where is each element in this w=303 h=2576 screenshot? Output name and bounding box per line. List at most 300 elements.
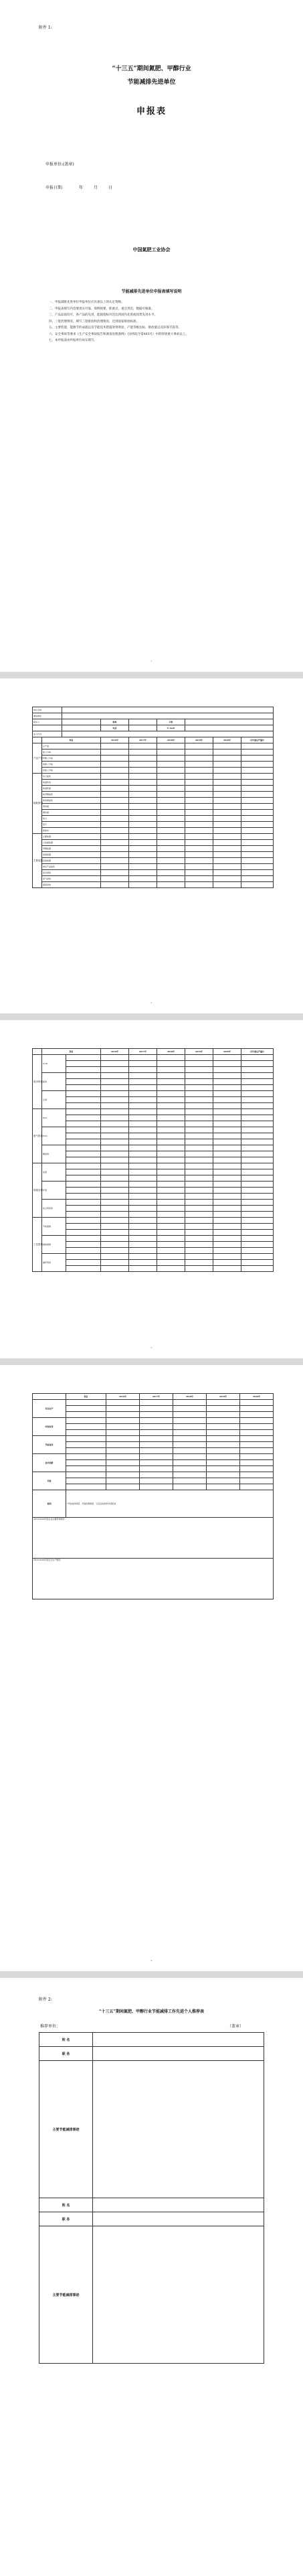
instruction-item: 一、申报减排先进单位申报单位应具备以上的认定资格。 bbox=[49, 301, 124, 304]
row-label: 甲醇 (万吨) bbox=[42, 756, 101, 762]
table-row bbox=[33, 798, 274, 804]
table-cell bbox=[101, 780, 129, 786]
table-cell bbox=[241, 1248, 274, 1254]
table-row bbox=[33, 834, 274, 840]
table-cell bbox=[213, 1206, 241, 1212]
table-row bbox=[33, 1430, 274, 1436]
row-label: 废水排放 bbox=[42, 870, 101, 876]
table-cell bbox=[241, 1061, 274, 1067]
table-cell bbox=[129, 1200, 157, 1206]
table-cell bbox=[213, 1091, 241, 1097]
page-number: 4 bbox=[150, 1959, 153, 1962]
table-cell bbox=[101, 786, 129, 792]
table-cell bbox=[66, 1073, 101, 1079]
table-cell bbox=[101, 810, 129, 816]
table-row bbox=[33, 1448, 274, 1454]
table-cell bbox=[241, 1127, 274, 1133]
table-cell bbox=[213, 768, 241, 774]
table-cell bbox=[101, 1127, 129, 1133]
cell-label: 法人代表 bbox=[33, 731, 62, 737]
table-cell bbox=[129, 1157, 157, 1163]
table-cell bbox=[185, 1254, 213, 1260]
table-cell bbox=[101, 749, 129, 756]
table-cell bbox=[213, 1260, 241, 1266]
table-cell bbox=[101, 1103, 129, 1109]
table-cell bbox=[66, 1484, 106, 1490]
table-cell bbox=[213, 882, 241, 888]
table-cell bbox=[157, 1260, 185, 1266]
table-row bbox=[33, 1460, 274, 1466]
column-header: 2017年 bbox=[140, 1394, 173, 1400]
table-row bbox=[33, 864, 274, 870]
table-cell bbox=[213, 1266, 241, 1272]
table-row bbox=[33, 1121, 274, 1127]
table-cell bbox=[106, 1424, 140, 1430]
table-cell bbox=[213, 1188, 241, 1194]
table-cell bbox=[185, 846, 213, 852]
table-row bbox=[33, 1055, 274, 1061]
table-cell bbox=[157, 846, 185, 852]
table-cell bbox=[241, 1133, 274, 1139]
column-header: 2016年 bbox=[106, 1394, 140, 1400]
table-cell bbox=[241, 828, 274, 834]
table-cell bbox=[157, 1127, 185, 1133]
table-row bbox=[33, 1127, 274, 1133]
table-cell bbox=[66, 1472, 106, 1478]
table-cell bbox=[157, 774, 185, 780]
table-cell bbox=[241, 1182, 274, 1188]
table-cell bbox=[129, 858, 157, 864]
table-cell bbox=[213, 1067, 241, 1073]
table-cell bbox=[185, 858, 213, 864]
table-cell bbox=[66, 1466, 106, 1472]
table-cell bbox=[213, 810, 241, 816]
instruction-item: 七、本申报表由申报单位如实填写。 bbox=[49, 339, 97, 342]
row-label: 炉渣 bbox=[42, 1182, 66, 1200]
table-cell bbox=[241, 1055, 274, 1061]
table-cell bbox=[106, 1406, 140, 1412]
table-cell bbox=[185, 810, 213, 816]
table-cell bbox=[129, 1236, 157, 1242]
cert-honors: 2016-2020年度企业主要荣誉情况： bbox=[33, 1518, 274, 1559]
table-cell bbox=[173, 1412, 207, 1418]
column-header: 项目 bbox=[42, 737, 101, 743]
column-header: 2016年 bbox=[101, 1049, 129, 1055]
table-row bbox=[33, 1145, 274, 1151]
table-cell bbox=[241, 792, 274, 798]
table-cell bbox=[129, 870, 157, 876]
table-cell bbox=[185, 774, 213, 780]
page-separator bbox=[0, 1971, 303, 1978]
table-cell bbox=[106, 1436, 140, 1442]
table-cell bbox=[157, 1194, 185, 1200]
cell-label: 单位名称 bbox=[33, 707, 62, 713]
table-cell bbox=[213, 1236, 241, 1242]
table-row bbox=[33, 1400, 274, 1406]
table-cell bbox=[101, 1224, 129, 1230]
table-cell bbox=[101, 1260, 129, 1266]
column-header: 2019年 bbox=[185, 737, 213, 743]
table-cell bbox=[101, 1242, 129, 1248]
table-cell bbox=[185, 1182, 213, 1188]
cell-label: 职 务 bbox=[39, 2047, 93, 2061]
table-cell bbox=[129, 756, 157, 762]
table-cell bbox=[157, 1085, 185, 1091]
table-row bbox=[33, 804, 274, 810]
table-row bbox=[33, 1175, 274, 1182]
table-row bbox=[33, 1218, 274, 1224]
table-cell bbox=[66, 1242, 101, 1248]
table-cell bbox=[240, 1400, 274, 1406]
table-cell bbox=[129, 1127, 157, 1133]
table-cell bbox=[129, 1121, 157, 1127]
table-row bbox=[33, 1061, 274, 1067]
table-cell bbox=[66, 1436, 106, 1442]
row-label: 固废排放 bbox=[42, 882, 101, 888]
table-cell bbox=[101, 1109, 129, 1115]
table-cell bbox=[185, 1218, 213, 1224]
table-cell bbox=[101, 1236, 129, 1242]
table-cell bbox=[213, 858, 241, 864]
row-label: 节能技改 bbox=[33, 1436, 66, 1454]
table-cell bbox=[213, 1224, 241, 1230]
table-cell bbox=[213, 749, 241, 756]
table-cell bbox=[129, 1212, 157, 1218]
table-cell bbox=[66, 1266, 101, 1272]
table-cell bbox=[157, 1151, 185, 1157]
table-cell bbox=[173, 1472, 207, 1478]
table-cell bbox=[173, 1460, 207, 1466]
table-cell bbox=[185, 1115, 213, 1121]
table-cell bbox=[140, 1412, 173, 1418]
table-cell bbox=[173, 1454, 207, 1460]
table-row bbox=[33, 792, 274, 798]
table-row bbox=[33, 1169, 274, 1175]
annex2-label: 附件 2: bbox=[39, 1997, 52, 2002]
table-cell bbox=[66, 1151, 101, 1157]
table-cell bbox=[101, 1079, 129, 1085]
table-row bbox=[33, 1442, 274, 1448]
table-cell bbox=[66, 1157, 101, 1163]
table-cell bbox=[101, 756, 129, 762]
table-row bbox=[33, 1260, 274, 1266]
table-cell bbox=[157, 1200, 185, 1206]
table-cell bbox=[157, 1067, 185, 1073]
table-cell bbox=[129, 876, 157, 882]
table-cell bbox=[241, 1157, 274, 1163]
table-cell bbox=[213, 780, 241, 786]
cell-label: 电话 bbox=[101, 725, 129, 731]
table-cell bbox=[66, 1454, 106, 1460]
table-cell bbox=[66, 1448, 106, 1454]
instruction-item: 三、产品品质均可，各产品的先进、能耗指标对比达到国内先进或同类先进水平。 bbox=[49, 313, 157, 317]
table-cell bbox=[129, 1115, 157, 1121]
table-cell bbox=[185, 1260, 213, 1266]
table-cell bbox=[241, 1091, 274, 1097]
table-cell bbox=[157, 768, 185, 774]
table-cell bbox=[101, 1266, 129, 1272]
row-label: 新鲜水 bbox=[42, 828, 101, 834]
table-cell bbox=[101, 1097, 129, 1103]
cover-title-line1: “十三五”期间氮肥、甲醇行业 bbox=[112, 66, 191, 72]
table-cell bbox=[213, 1139, 241, 1145]
table-row bbox=[33, 840, 274, 846]
table-cell bbox=[241, 786, 274, 792]
table-row bbox=[33, 816, 274, 822]
table-cell bbox=[240, 1406, 274, 1412]
page-number: 1 bbox=[150, 660, 153, 662]
table-cell bbox=[185, 1230, 213, 1236]
table-row bbox=[33, 1085, 274, 1091]
table-cell bbox=[157, 743, 185, 749]
table-cell bbox=[213, 1145, 241, 1151]
table-cell bbox=[66, 1121, 101, 1127]
table-row bbox=[33, 1182, 274, 1188]
table-cell bbox=[66, 1067, 101, 1073]
table-cell bbox=[101, 1133, 129, 1139]
table-cell bbox=[157, 1169, 185, 1175]
table-cell bbox=[101, 798, 129, 804]
table-cell bbox=[140, 1448, 173, 1454]
table-cell bbox=[241, 1169, 274, 1175]
table-cell bbox=[207, 1436, 240, 1442]
table-cell bbox=[129, 786, 157, 792]
date-field bbox=[45, 184, 112, 190]
table-cell bbox=[66, 1254, 101, 1260]
table-row bbox=[33, 1194, 274, 1200]
cell-label: 手机 bbox=[157, 719, 185, 725]
table-cell bbox=[129, 1091, 157, 1097]
row-label: 总氮 bbox=[42, 1091, 66, 1109]
table-cell bbox=[66, 1230, 101, 1236]
table-cell bbox=[173, 1442, 207, 1448]
table-cell bbox=[66, 1478, 106, 1484]
table-cell bbox=[185, 756, 213, 762]
table-cell bbox=[207, 1418, 240, 1424]
table-cell bbox=[66, 1236, 101, 1242]
table-cell bbox=[129, 1266, 157, 1272]
table-cell bbox=[101, 743, 129, 749]
table-cell bbox=[129, 1194, 157, 1200]
table-cell bbox=[241, 743, 274, 749]
table-cell bbox=[129, 1242, 157, 1248]
table-cell bbox=[185, 743, 213, 749]
table-cell bbox=[157, 798, 185, 804]
table-cell bbox=[213, 834, 241, 840]
table-cell bbox=[240, 1478, 274, 1484]
table-cell bbox=[66, 1212, 101, 1218]
table-achievements bbox=[32, 1393, 274, 1599]
table-cell bbox=[207, 1460, 240, 1466]
row-label: 循环利用 bbox=[42, 1254, 66, 1272]
row-label: 单位产品能耗 bbox=[42, 864, 101, 870]
table-cell bbox=[241, 1175, 274, 1182]
table-cell bbox=[157, 1115, 185, 1121]
table-cell bbox=[241, 864, 274, 870]
table-row bbox=[33, 1073, 274, 1079]
table-cell bbox=[157, 810, 185, 816]
note-text: *节能技改项目、环保治理项目、以及后续资料详见附表 bbox=[66, 1490, 274, 1518]
table-cell bbox=[129, 1103, 157, 1109]
table-row bbox=[33, 749, 274, 756]
table-cell bbox=[129, 882, 157, 888]
table-row bbox=[33, 1230, 274, 1236]
table-cell bbox=[157, 1224, 185, 1230]
table-cell bbox=[129, 762, 157, 768]
table-cell bbox=[129, 1169, 157, 1175]
table-cell bbox=[101, 1055, 129, 1061]
table-row bbox=[33, 822, 274, 828]
table-cell bbox=[157, 1230, 185, 1236]
table-cell bbox=[157, 1242, 185, 1248]
table-cell bbox=[213, 1103, 241, 1109]
table-cell bbox=[241, 822, 274, 828]
table-cell bbox=[157, 822, 185, 828]
table-row bbox=[33, 1224, 274, 1230]
table-cell bbox=[101, 1121, 129, 1127]
table-cell bbox=[140, 1430, 173, 1436]
column-header: 2017年 bbox=[129, 1049, 157, 1055]
row-label: 综合利用率 bbox=[42, 1200, 66, 1218]
table-cell bbox=[66, 1424, 106, 1430]
table-cell bbox=[185, 834, 213, 840]
table-cell bbox=[157, 749, 185, 756]
table-cell bbox=[157, 1157, 185, 1163]
table-cell bbox=[185, 852, 213, 858]
table-cell bbox=[101, 1139, 129, 1145]
table-cell bbox=[240, 1436, 274, 1442]
row-label: 减排措施 bbox=[42, 1236, 66, 1254]
annex-label: 附件 1: bbox=[39, 25, 52, 30]
table-cell bbox=[101, 1061, 129, 1067]
table-cell bbox=[106, 1478, 140, 1484]
table-row bbox=[33, 1266, 274, 1272]
table-row bbox=[33, 1478, 274, 1484]
column-header: 2020年 bbox=[213, 737, 241, 743]
table-cell bbox=[173, 1448, 207, 1454]
table-cell bbox=[241, 1085, 274, 1091]
table-cell bbox=[129, 1097, 157, 1103]
table-cell bbox=[106, 1484, 140, 1490]
table-cell bbox=[241, 762, 274, 768]
table-cell bbox=[129, 1067, 157, 1073]
table-row bbox=[33, 876, 274, 882]
table-cell bbox=[140, 1418, 173, 1424]
date-label: 申报日期: bbox=[45, 186, 64, 190]
table-cell bbox=[101, 1212, 129, 1218]
column-header: 2018年 bbox=[173, 1394, 207, 1400]
table-cell bbox=[101, 816, 129, 822]
instruction-item: 五、主要装置、能源节约成就以及节能技术措施效果明显，产能等级达标，排放量以及环保手段等。 bbox=[49, 326, 181, 330]
table-cell bbox=[129, 1163, 157, 1169]
cert-safety: 2016-2020年度安全生产情况： bbox=[33, 1559, 274, 1599]
table-cell bbox=[101, 864, 129, 870]
table-cell bbox=[207, 1454, 240, 1460]
row-label: 氨氮 bbox=[42, 1073, 66, 1091]
table-cell bbox=[213, 792, 241, 798]
cell-label: 主要节能减排事迹 bbox=[39, 2061, 93, 2198]
instruction-item: 四、三废治理情况，填写三废排放和治理情况，达到国家排放标准。 bbox=[49, 319, 139, 324]
table-cell bbox=[185, 780, 213, 786]
table-cell bbox=[101, 762, 129, 768]
table-cell bbox=[213, 864, 241, 870]
table-cell bbox=[185, 1157, 213, 1163]
table-cell bbox=[129, 852, 157, 858]
table-cell bbox=[157, 762, 185, 768]
table-cell bbox=[185, 768, 213, 774]
table-row bbox=[33, 1097, 274, 1103]
table-cell bbox=[185, 762, 213, 768]
table-cell bbox=[185, 1212, 213, 1218]
table-cell bbox=[129, 816, 157, 822]
table-cell bbox=[185, 1145, 213, 1151]
row-label: 其他 bbox=[33, 1472, 66, 1490]
row-label: 燃料煤 bbox=[42, 810, 101, 816]
table-cell bbox=[213, 1182, 241, 1188]
section-label: 主要装置 bbox=[33, 834, 42, 888]
table-cell bbox=[173, 1436, 207, 1442]
date-day: 日 bbox=[108, 186, 112, 190]
table-cell bbox=[213, 804, 241, 810]
table-cell bbox=[66, 1224, 101, 1230]
table-cell bbox=[241, 816, 274, 822]
table-cell bbox=[185, 1121, 213, 1127]
table-cell bbox=[129, 1254, 157, 1260]
table-cell bbox=[185, 816, 213, 822]
row-label: 安全生产 bbox=[33, 1400, 66, 1418]
table-cell bbox=[241, 870, 274, 876]
table-cell bbox=[66, 1400, 106, 1406]
table-cell bbox=[240, 1484, 274, 1490]
table-cell bbox=[240, 1454, 274, 1460]
org-name: 中国氮肥工业协会 bbox=[132, 246, 171, 253]
table-cell bbox=[157, 1061, 185, 1067]
table-cell bbox=[185, 798, 213, 804]
table-cell bbox=[66, 1163, 101, 1169]
table-cell bbox=[241, 1115, 274, 1121]
table-cell bbox=[129, 749, 157, 756]
table-cell bbox=[213, 1109, 241, 1115]
table-cell bbox=[66, 1188, 101, 1194]
cell-label: 联系人 bbox=[33, 719, 62, 725]
table-cell bbox=[185, 1169, 213, 1175]
table-cell bbox=[129, 1061, 157, 1067]
table-cell bbox=[129, 774, 157, 780]
table-cell bbox=[185, 804, 213, 810]
table-cell bbox=[185, 1200, 213, 1206]
table-cell bbox=[157, 1055, 185, 1061]
table-cell bbox=[213, 1194, 241, 1200]
table-cell bbox=[185, 1067, 213, 1073]
table-cell bbox=[240, 1466, 274, 1472]
table-cell bbox=[129, 840, 157, 846]
annex2-unit-label: 推荐单位： bbox=[40, 2024, 61, 2029]
table-cell bbox=[157, 828, 185, 834]
table-cell bbox=[207, 1424, 240, 1430]
table-cell bbox=[213, 1248, 241, 1254]
instruction-item: 六、安全事故等要求《生产安全事故报告和调查处理条例》（国务院令第493号）中的特别重大事故以上。 bbox=[49, 332, 189, 336]
table-cell bbox=[185, 840, 213, 846]
table-cell bbox=[101, 1194, 129, 1200]
table-cell bbox=[185, 786, 213, 792]
row-label: 节能措施 bbox=[42, 1218, 66, 1236]
table-cell bbox=[213, 743, 241, 749]
table-cell bbox=[157, 1236, 185, 1242]
table-row bbox=[33, 762, 274, 768]
table-cell bbox=[140, 1460, 173, 1466]
table-row bbox=[33, 1200, 274, 1206]
table-cell bbox=[66, 1412, 106, 1418]
